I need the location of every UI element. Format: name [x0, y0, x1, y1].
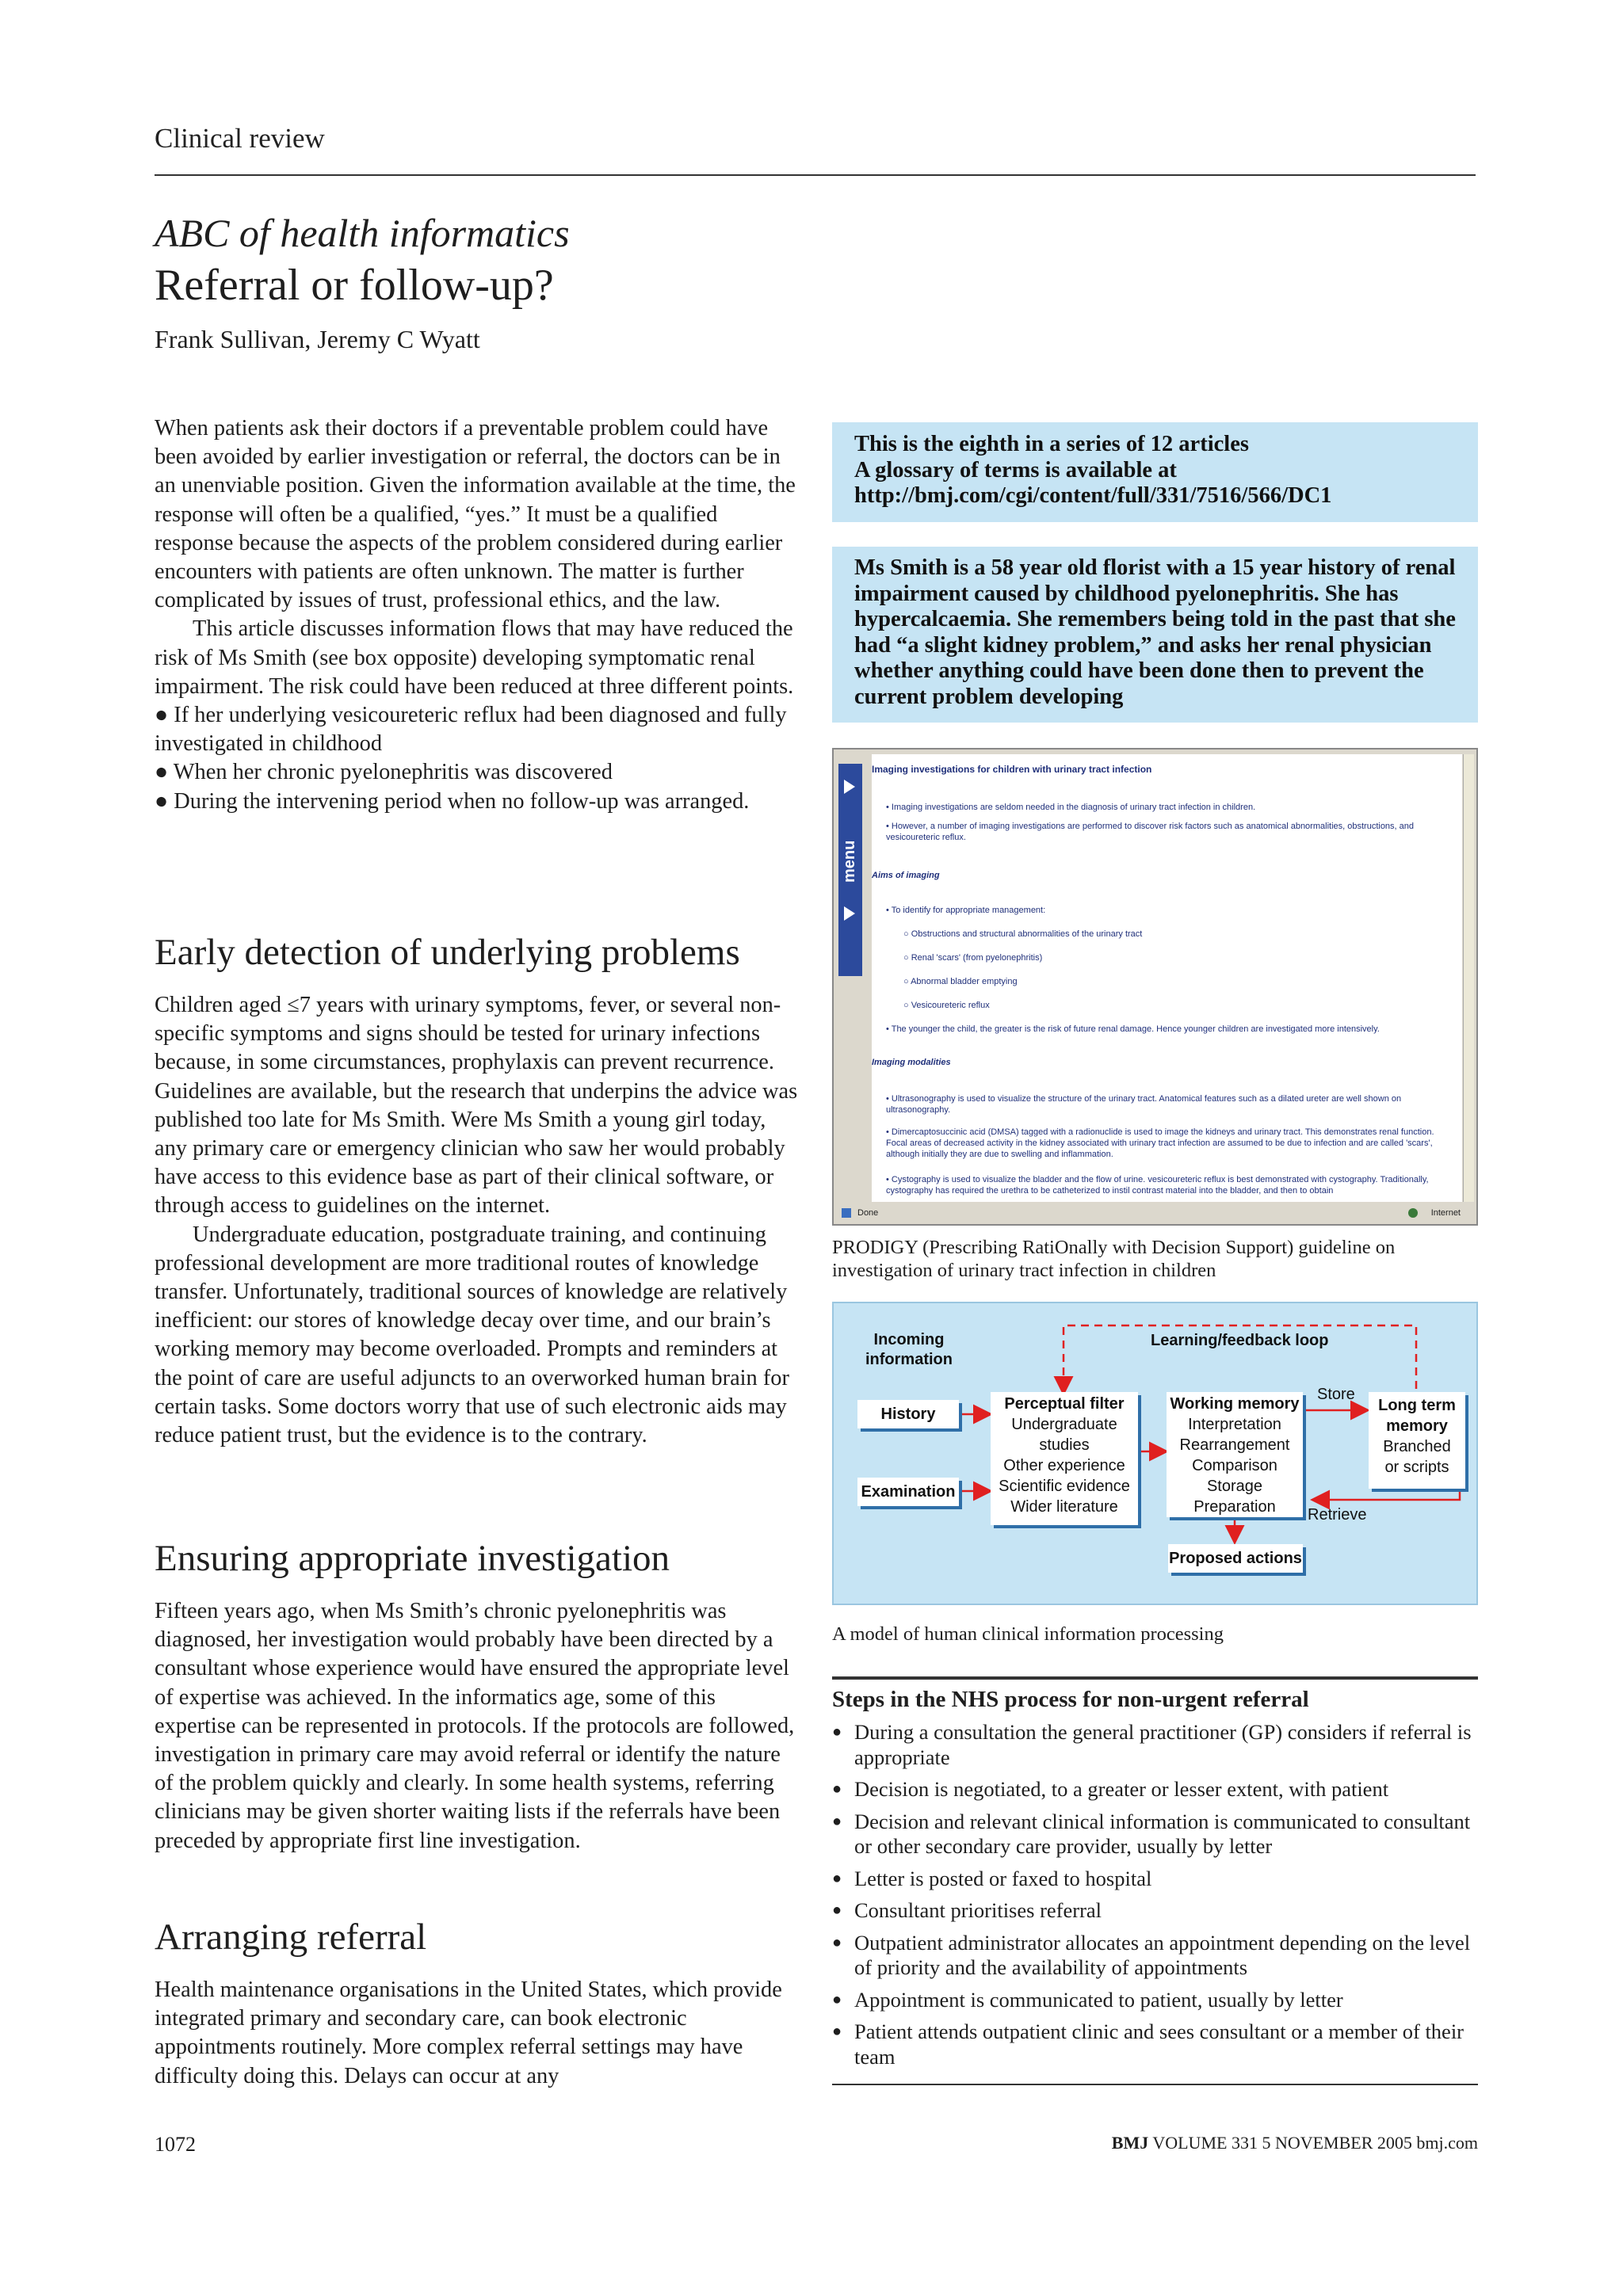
body-paragraph: Children aged ≤7 years with urinary symptoms, fever, or several non-specific symptoms and signs should be tested for urinary infections because, in some circumstances, prophylaxis can prevent recurrence. Guidelines are available, but the research that underpins the advice was published too late for Ms Smith. Were Ms Smith a young girl today, any primary care or emergency clinician who saw her would probably have access to this evidence base as part of their clinical software, or through access to guidelines on the internet.	[155, 993, 798, 1219]
list-item: ● Outpatient administrator allocates an appointment depending on the level of priority and the availability of appointments	[832, 1931, 1478, 1981]
guideline-bullet: • However, a number of imaging investigations are performed to discover risk factors such as anatomical abnormalities, obstructions, and vesicoureteric reflux.	[886, 822, 1415, 842]
scrollbar[interactable]	[1463, 754, 1474, 1202]
glossary-info-line: A glossary of terms is available at http://bmj.com/cgi/content/full/331/7516/566/DC1	[854, 457, 1332, 508]
section-heading: Early detection of underlying problems	[155, 932, 740, 973]
arrow-right-icon	[844, 780, 855, 794]
menu-label: menu	[841, 840, 858, 883]
journal-issue: VOLUME 331 5 NOVEMBER 2005 bmj.com	[1152, 2133, 1478, 2153]
journal-name: BMJ	[1111, 2133, 1149, 2153]
diagram-caption: A model of human clinical information processing	[832, 1623, 1224, 1645]
modality-item: • Dimercaptosuccinic acid (DMSA) tagged with a radionuclide is used to image the kidneys and urinary tract. This demonstrates renal function. Focal areas of decreased activity in the kidney associated with urinary tract infection are assumed to be due to infection and are called 'scars', although initially they are due to swelling and inflammation.	[886, 1127, 1434, 1159]
section-heading: Arranging referral	[155, 1917, 427, 1958]
aims-subitem: ○ Renal 'scars' (from pyelonephritis)	[903, 953, 1043, 963]
list-item: ● Patient attends outpatient clinic and sees consultant or a member of their team	[832, 2019, 1478, 2069]
long-term-memory-box: Long term memory Branched or scripts	[1369, 1392, 1465, 1489]
section-heading: Ensuring appropriate investigation	[155, 1538, 670, 1579]
arrow-right-icon	[844, 906, 855, 921]
intro-paragraph-1: When patients ask their doctors if a preventable problem could have been avoided by earlier investigation or referral, the doctors can be in an unenviable position. Given the information available at the time, the response will often be a qualified, “yes.” It must be a qualified response because the aspects of the problem considered during earlier encounters with patients are often unknown. The matter is further complicated by issues of trust, professional ethics, and the law.	[155, 416, 796, 613]
section-label: Clinical review	[155, 123, 325, 154]
intro-bullet: ● If her underlying vesicoureteric reflux had been diagnosed and fully investigated in childhood	[155, 703, 787, 757]
steps-rule-bottom	[832, 2084, 1478, 2085]
aims-item: • To identify for appropriate management:	[886, 906, 1046, 915]
guideline-heading: Imaging investigations for children with urinary tract infection	[872, 764, 1152, 775]
incoming-label: Incoming information	[865, 1331, 953, 1368]
modality-item: • Ultrasonography is used to visualize the structure of the urinary tract. Anatomical features such as a dilated ureter are well shown on ultrasonography.	[886, 1094, 1402, 1115]
header-rule	[155, 174, 1476, 176]
intro-text	[155, 414, 800, 816]
list-item: ● Consultant prioritises referral	[832, 1898, 1478, 1924]
page-number: 1072	[155, 2133, 196, 2156]
aims-subitem: ○ Obstructions and structural abnormalities of the urinary tract	[903, 929, 1143, 939]
aims-heading: Aims of imaging	[872, 871, 940, 880]
intro-paragraph-2: This article discusses information flows that may have reduced the risk of Ms Smith (see box opposite) developing symptomatic renal impairment. The risk could have been reduced at three different points.	[155, 616, 794, 699]
history-box: History	[857, 1400, 959, 1428]
journal-footer	[832, 2133, 1478, 2153]
body-paragraph: Undergraduate education, postgraduate training, and continuing professional development are more traditional routes of knowledge transfer. Unfortunately, traditional sources of knowledge are relatively inefficient: our stores of knowledge decay over time, and our brain’s working memory may become overloaded. Prompts and reminders at the point of care are useful adjuncts to an overworked human brain for certain tasks. Some doctors worry that use of such electronic aids may reduce patient trust, but the evidence is to the contrary.	[155, 1222, 789, 1448]
perceptual-filter-box: Perceptual filter Undergraduate studies Other experience Scientific evidence Wider literature	[991, 1392, 1138, 1525]
guideline-screenshot	[832, 748, 1478, 1226]
series-info-box	[832, 422, 1478, 522]
menu-bar[interactable]	[838, 764, 862, 976]
steps-list	[832, 1720, 1478, 2077]
proposed-actions-box: Proposed actions	[1168, 1544, 1303, 1573]
body-paragraph: Fifteen years ago, when Ms Smith’s chronic pyelonephritis was diagnosed, her investigation would probably have been directed by a consultant whose experience would have ensured the appropriate level of expertise was achieved. In the informatics age, some of this expertise can be represented in protocols. If the protocols are followed, investigation in primary care may avoid referral or identify the nature of the problem quickly and clearly. In some health systems, referring clinicians may be given shorter waiting lists if the referrals have been preceded by appropriate first line investigation.	[155, 1599, 795, 1853]
retrieve-label: Retrieve	[1308, 1506, 1367, 1524]
status-bar	[837, 1206, 1473, 1222]
guideline-panel	[872, 754, 1462, 1202]
list-item: ● Decision and relevant clinical information is communicated to consultant or other secondary care provider, usually by letter	[832, 1810, 1478, 1859]
article-title: Referral or follow-up?	[155, 261, 554, 310]
series-info-line: This is the eighth in a series of 12 articles	[854, 432, 1249, 456]
series-title: ABC of health informatics	[155, 211, 570, 255]
status-done: Done	[857, 1208, 879, 1218]
intro-bullet: ● During the intervening period when no follow-up was arranged.	[155, 788, 750, 814]
intro-bullet: ● When her chronic pyelonephritis was discovered	[155, 760, 613, 785]
section-body	[155, 991, 800, 1450]
list-item: ● Letter is posted or faxed to hospital	[832, 1867, 1478, 1892]
page-icon	[842, 1208, 851, 1218]
aims-subitem: ○ Vesicoureteric reflux	[903, 1001, 990, 1010]
loop-label: Learning/feedback loop	[1151, 1332, 1329, 1349]
status-zone: Internet	[1430, 1208, 1461, 1218]
modalities-heading: Imaging modalities	[872, 1058, 951, 1067]
guideline-bullet: • The younger the child, the greater is the risk of future renal damage. Hence younger children are investigated more intensively.	[886, 1024, 1380, 1034]
case-text: Ms Smith is a 58 year old florist with a 15 year history of renal impairment caused by childhood pyelonephritis. She has hypercalcaemia. She remembers being told in the past that she had “a slight kidney problem,” and asks her renal physician whether anything could have been done then to prevent the current problem developing	[854, 555, 1456, 709]
section-body	[155, 1597, 800, 1855]
globe-icon	[1408, 1208, 1418, 1218]
retrieve-arrow	[1314, 1489, 1460, 1500]
figure-caption: PRODIGY (Prescribing RatiOnally with Decision Support) guideline on investigation of urinary tract infection in children	[832, 1237, 1396, 1281]
case-box	[832, 547, 1478, 723]
steps-rule-top	[832, 1676, 1478, 1680]
aims-subitem: ○ Abnormal bladder emptying	[903, 977, 1018, 986]
store-label: Store	[1317, 1386, 1355, 1403]
guideline-bullet: • Imaging investigations are seldom needed in the diagnosis of urinary tract infection in children.	[886, 803, 1256, 812]
modality-item: • Cystography is used to visualize the bladder and the flow of urine. vesicoureteric reflux is best demonstrated with cystography. Traditionally, cystography has required the urethra to be catheterized to instil contrast material into the bladder, and then to obtain	[886, 1175, 1429, 1196]
examination-box: Examination	[857, 1478, 959, 1506]
list-item: ● Decision is negotiated, to a greater or lesser extent, with patient	[832, 1777, 1478, 1802]
list-item: ● During a consultation the general practitioner (GP) considers if referral is appropriate	[832, 1720, 1478, 1770]
list-item: ● Appointment is communicated to patient, usually by letter	[832, 1988, 1478, 2013]
authors: Frank Sullivan, Jeremy C Wyatt	[155, 325, 480, 353]
working-memory-box: Working memory Interpretation Rearrangement Comparison Storage Preparation	[1167, 1392, 1303, 1517]
steps-title: Steps in the NHS process for non-urgent referral	[832, 1687, 1309, 1712]
body-paragraph: Health maintenance organisations in the United States, which provide integrated primary and secondary care, can book electronic appointments routinely. More complex referral settings may have difficulty doing this. Delays can occur at any	[155, 1978, 782, 2088]
section-body	[155, 1976, 800, 2091]
information-processing-diagram	[832, 1302, 1478, 1605]
